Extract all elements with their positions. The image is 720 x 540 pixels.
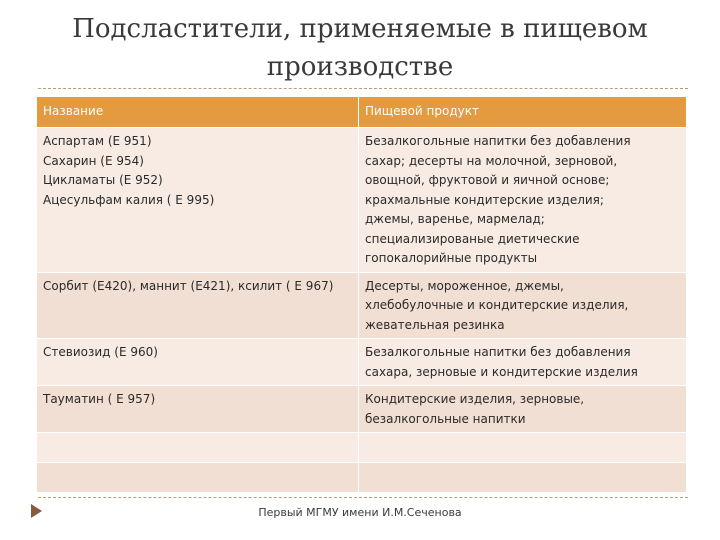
- cell-name: [37, 386, 359, 433]
- cell-food-product: [359, 463, 687, 493]
- cell-line: Стевиозид (Е 960): [43, 345, 158, 359]
- table-row: [37, 463, 687, 493]
- cell-line: Цикламаты (Е 952): [43, 173, 163, 187]
- cell-line: Тауматин ( Е 957): [43, 392, 156, 406]
- cell-food-product: [359, 128, 687, 273]
- table-row: [37, 128, 687, 273]
- cell-line: крахмальные кондитерские изделия;: [365, 192, 604, 207]
- cell-line: Сорбит (Е420), маннит (Е421), ксилит ( Е 967): [43, 278, 334, 293]
- cell-line: джемы, варенье, мармелад;: [365, 212, 545, 226]
- bottom-divider: [38, 497, 688, 498]
- cell-name: [37, 128, 359, 273]
- cell-line: Безалкогольные напитки без добавления: [365, 134, 631, 148]
- cell-line: Сахарин (Е 954): [43, 153, 144, 168]
- cell-name: [37, 433, 359, 463]
- cell-line: сахар; десерты на молочной, зерновой,: [365, 153, 618, 168]
- cell-food-product: [359, 272, 687, 339]
- cell-line: специализированые диетические: [365, 231, 580, 246]
- table-row: [37, 339, 687, 386]
- cell-food-product: [359, 339, 687, 386]
- header-name: Название: [37, 97, 359, 128]
- cell-line: овощной, фруктовой и яичной основе;: [365, 173, 610, 187]
- table-row: [37, 272, 687, 339]
- sweeteners-table: [36, 96, 687, 493]
- table-header-row: [37, 97, 687, 128]
- cell-line: сахара, зерновые и кондитерские изделия: [365, 364, 638, 379]
- slide-title-line-1: Подсластители, применяемые в пищевом: [72, 14, 648, 44]
- cell-line: гопокалорийные продукты: [365, 251, 538, 265]
- cell-line: Ацесульфам калия ( Е 995): [43, 192, 215, 207]
- table-row: [37, 433, 687, 463]
- cell-line: Безалкогольные напитки без добавления: [365, 345, 631, 359]
- slide-title-line-2: производстве: [266, 52, 454, 82]
- slide-footer: Первый МГМУ имени И.М.Сеченова: [258, 506, 462, 519]
- cell-food-product: [359, 433, 687, 463]
- cell-name: [37, 272, 359, 339]
- slide-title: [0, 10, 720, 86]
- cell-food-product: [359, 386, 687, 433]
- cell-name: [37, 339, 359, 386]
- top-divider: [38, 88, 688, 89]
- cell-name: [37, 463, 359, 493]
- cell-line: Кондитерские изделия, зерновые,: [365, 392, 585, 406]
- cell-line: хлебобулочные и кондитерские изделия,: [365, 298, 629, 312]
- cell-line: Аспартам (Е 951): [43, 134, 152, 148]
- cell-line: Десерты, мороженное, джемы,: [365, 278, 564, 293]
- cell-line: безалкогольные напитки: [365, 411, 526, 426]
- table-body: [37, 128, 687, 493]
- table-row: [37, 386, 687, 433]
- header-food-product: Пищевой продукт: [359, 97, 687, 128]
- cell-line: жевательная резинка: [365, 317, 505, 332]
